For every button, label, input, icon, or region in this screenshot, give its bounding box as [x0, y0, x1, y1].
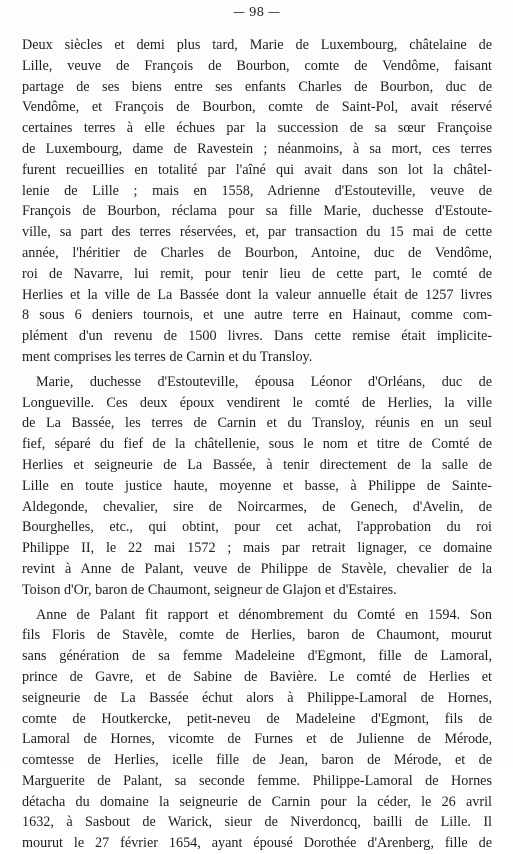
text-line: de Luxembourg, dame de Ravestein ; néanmoins, à sa mort, ces terres	[22, 140, 492, 157]
text-line: seigneurie de La Bassée échut alors à Philippe-Lamoral de Hornes,	[22, 689, 492, 706]
text-line: fils Floris de Stavèle, comte de Herlies, baron de Chaumont, mourut	[22, 627, 492, 644]
text-line: François de Bourbon, réclama pour sa fille Marie, duchesse d'Estoute-	[22, 203, 492, 220]
text-line: comtesse de Herlies, icelle fille de Jean, baron de Mérode, et de	[22, 752, 492, 769]
text-line: 1632, à Sasbout de Warick, sieur de Niverdoncq, bailli de Lille. Il	[22, 814, 492, 831]
text-line: Toison d'Or, baron de Chaumont, seigneur de Glajon et d'Estaires.	[22, 581, 397, 598]
paragraph-2	[22, 372, 492, 601]
paragraph-1	[22, 35, 492, 368]
page-body	[22, 35, 492, 854]
text-line: comte de Houtkercke, petit-neveu de Madeleine d'Egmont, fils de	[22, 710, 492, 727]
text-line: revint à Anne de Palant, veuve de Philippe de Stavèle, chevalier de la	[22, 560, 492, 577]
text-line: roi de Navarre, lui remit, pour tenir lieu de cette part, le comté de	[22, 265, 492, 282]
text-line: Philippe II, le 22 mai 1572 ; mais par retrait lignager, ce domaine	[22, 540, 492, 557]
text-line: Deux siècles et demi plus tard, Marie de Luxembourg, châtelaine de	[22, 37, 492, 53]
text-line: plément d'un revenu de 1500 livres. Dans cette remise était implicite-	[22, 328, 492, 345]
text-line: détacha du domaine la seigneurie de Carnin pour la céder, le 26 avril	[22, 793, 492, 810]
text-line: ment comprises les terres de Carnin et du Transloy.	[22, 348, 313, 365]
text-line: de La Bassée, les terres de Carnin et du Transloy, réunis en un seul	[22, 415, 492, 432]
text-line: Anne de Palant fit rapport et dénombrement du Comté en 1594. Son	[36, 606, 492, 623]
text-line: année, l'héritier de Charles de Bourbon, Antoine, duc de Vendôme,	[22, 244, 492, 261]
text-line: sans génération de sa femme Madeleine d'Egmont, fille de Lamoral,	[22, 648, 492, 665]
text-line: Lamoral de Hornes, vicomte de Furnes et de Julienne de Mérode,	[22, 731, 492, 748]
text-line: Bourghelles, etc., qui obtint, pour cet achat, l'approbation du roi	[22, 519, 492, 536]
text-line: ville, sa part des terres réservées, et, par transaction du 15 mai de cette	[22, 224, 492, 241]
text-line: prince de Gavre, et de Sabine de Bavière. Le comté de Herlies et	[22, 668, 492, 685]
page-number: — 98 —	[233, 5, 280, 19]
text-line: Marguerite de Palant, sa seconde femme. Philippe-Lamoral de Hornes	[22, 772, 492, 789]
text-line: furent recueillies en totalité par l'aîné qui avait dans son lot la châtel-	[22, 161, 492, 178]
text-line: Longueville. Ces deux époux vendirent le comté de Herlies, la ville	[22, 394, 492, 411]
text-line: mourut le 27 février 1654, ayant épousé Dorothée d'Arenberg, fille de	[22, 835, 492, 852]
text-line: fief, séparé du fief de la châtellenie, sous le nom et titre de Comté de	[22, 436, 492, 453]
text-line: Herlies et seigneurie de La Bassée, à tenir directement de la salle de	[22, 456, 492, 473]
text-line: Vendôme, et François de Bourbon, comte de Saint-Pol, avait réservé	[22, 99, 492, 116]
text-line: 8 sous 6 deniers tournois, et une autre terre en Hainaut, comme com-	[22, 307, 492, 324]
paragraph-3	[22, 605, 492, 854]
text-line: Herlies et la ville de La Bassée dont la valeur annuelle était de 1257 livres	[22, 286, 492, 303]
text-line: Lille, veuve de François de Bourbon, comte de Vendôme, faisant	[22, 57, 492, 74]
text-line: certaines terres à elle échues par la succession de sa sœur Françoise	[22, 120, 492, 137]
text-line: Marie, duchesse d'Estouteville, épousa Léonor d'Orléans, duc de	[36, 373, 492, 390]
text-line: lenie de Lille ; mais en 1558, Adrienne d'Estouteville, veuve de	[22, 182, 492, 199]
text-line: Lille en toute justice haute, moyenne et basse, à Philippe de Sainte-	[22, 477, 492, 494]
text-line: partage de ses biens entre ses enfants Charles de Bourbon, duc de	[22, 78, 492, 95]
text-line: Aldegonde, chevalier, sire de Noircarmes, de Genech, d'Avelin, de	[22, 498, 492, 515]
